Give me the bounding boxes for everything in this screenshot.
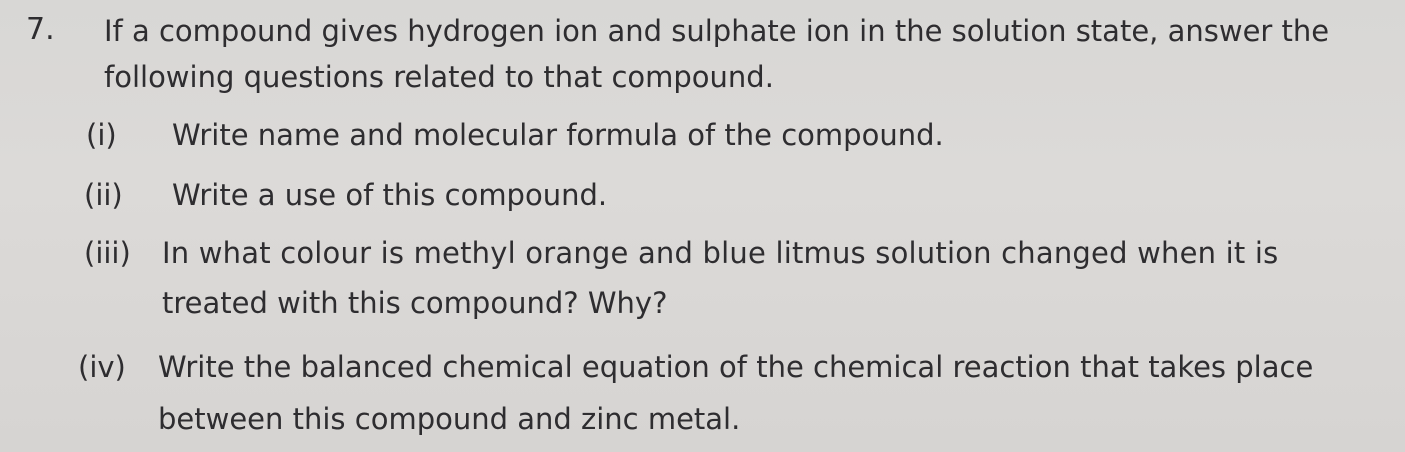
- part-ii-text: Write a use of this compound.: [172, 178, 608, 212]
- part-iv-label: (iv): [78, 350, 126, 384]
- part-i-text: Write name and molecular formula of the compound.: [172, 118, 944, 152]
- part-ii-label: (ii): [84, 178, 123, 212]
- part-iii-text-line-2: treated with this compound? Why?: [162, 286, 668, 320]
- part-iii-text-line-1: In what colour is methyl orange and blue litmus solution changed when it is: [162, 236, 1279, 270]
- question-number: 7.: [26, 12, 55, 47]
- part-iv-text-line-1: Write the balanced chemical equation of the chemical reaction that takes place: [158, 350, 1314, 384]
- question-stem-line-1: If a compound gives hydrogen ion and sulphate ion in the solution state, answer the: [104, 14, 1330, 48]
- part-iii-label: (iii): [84, 236, 131, 270]
- question-stem-line-2: following questions related to that compound.: [104, 60, 774, 94]
- part-iv-text-line-2: between this compound and zinc metal.: [158, 402, 741, 436]
- part-i-label: (i): [86, 118, 117, 152]
